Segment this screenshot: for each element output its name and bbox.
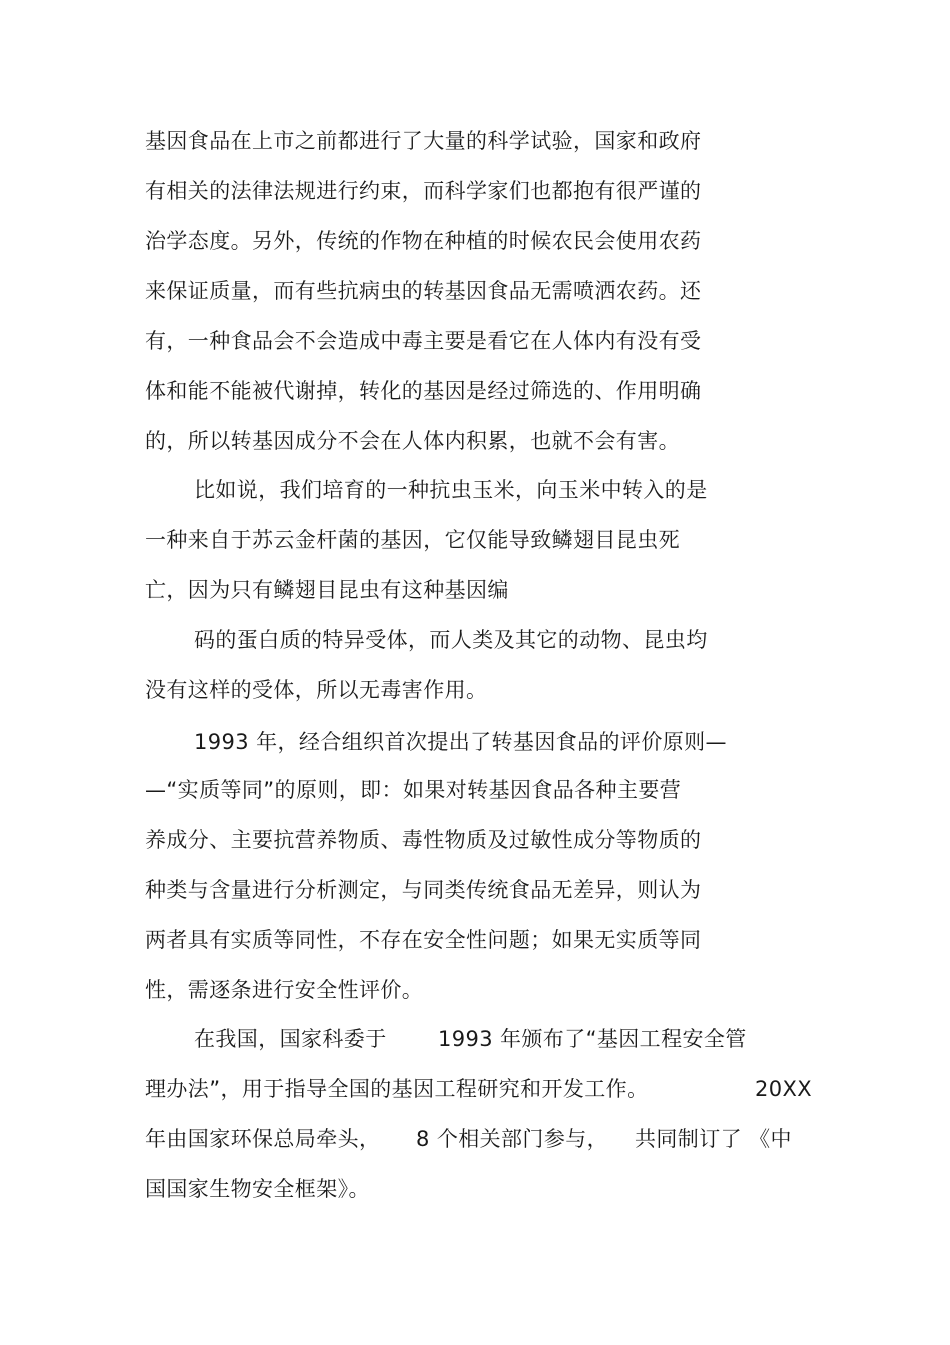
text-line: 有相关的法律法规进行约束，而科学家们也都抱有很严谨的	[145, 179, 702, 203]
text-line: 两者具有实质等同性，不存在安全性问题；如果无实质等同	[145, 928, 702, 952]
text-segment: 共同制订了 《中	[635, 1127, 792, 1151]
text-segment: 20XX	[755, 1077, 813, 1101]
text-line: 来保证质量，而有些抗病虫的转基因食品无需喷洒农药。还	[145, 279, 702, 303]
text-line: 养成分、主要抗营养物质、毒性物质及过敏性成分等物质的	[145, 828, 702, 852]
text-line	[0, 1074, 950, 1104]
text-line: 一种来自于苏云金杆菌的基因，它仅能导致鳞翅目昆虫死	[145, 528, 680, 552]
text-segment: 理办法”，用于指导全国的基因工程研究和开发工作。	[145, 1077, 649, 1101]
text-line	[0, 1024, 950, 1054]
text-segment: 年颁布了“基因工程安全管	[500, 1027, 747, 1051]
text-line: 基因食品在上市之前都进行了大量的科学试验，国家和政府	[145, 129, 702, 153]
text-segment: 在我国，国家科委于	[194, 1027, 387, 1051]
text-line: 没有这样的受体，所以无毒害作用。	[145, 678, 488, 702]
text-segment: 年由国家环保总局牵头，	[145, 1127, 381, 1151]
text-line: 性，需逐条进行安全性评价。	[145, 978, 424, 1002]
text-line: 治学态度。另外，传统的作物在种植的时候农民会使用农药	[145, 229, 702, 253]
text-line: 国国家生物安全框架》。	[145, 1177, 370, 1201]
text-segment: 1993	[438, 1027, 494, 1051]
text-line: 有，一种食品会不会造成中毒主要是看它在人体内有没有受	[145, 329, 702, 353]
text-line	[0, 1124, 950, 1154]
text-line: 亡，因为只有鳞翅目昆虫有这种基因编	[145, 578, 509, 602]
text-line: 比如说，我们培育的一种抗虫玉米，向玉米中转入的是	[194, 478, 708, 502]
text-line: 码的蛋白质的特异受体，而人类及其它的动物、昆虫均	[194, 628, 708, 652]
text-line: 体和能不能被代谢掉，转化的基因是经过筛选的、作用明确	[145, 379, 702, 403]
text-line: 种类与含量进行分析测定，与同类传统食品无差异，则认为	[145, 878, 702, 902]
text-line: —“实质等同”的原则，即：如果对转基因食品各种主要营	[145, 778, 682, 802]
text-line: 的，所以转基因成分不会在人体内积累，也就不会有害。	[145, 429, 680, 453]
text-segment: 8 个相关部门参与，	[416, 1127, 609, 1151]
text-line: 1993 年，经合组织首次提出了转基因食品的评价原则—	[194, 730, 727, 754]
